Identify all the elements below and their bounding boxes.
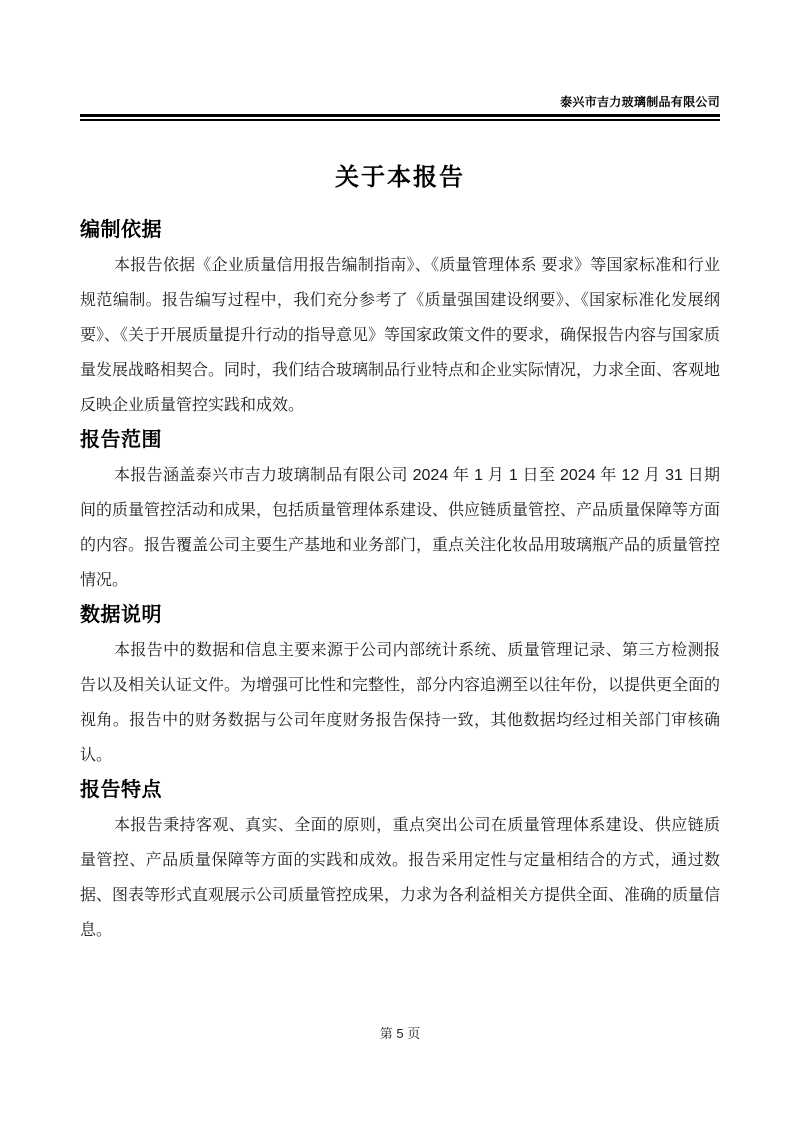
page-title: 关于本报告 — [335, 164, 465, 191]
section-text-compilation-basis: 本报告依据《企业质量信用报告编制指南》、《质量管理体系 要求》等国家标准和行业规范编制。报告编写过程中，我们充分参考了《质量强国建设纲要》、《国家标准化发展纲要》、《关于开展质量提升行动的指导意见》等国家政策文件的要求，确保报告内容与国家质量发展战略相契合。同时，我们结合玻璃制品行业特点和企业实际情况，力求全面、客观地反映企业质量管控实践和成效。 — [80, 257, 721, 414]
page-number: 第 5 页 — [379, 1026, 421, 1041]
header-rule — [80, 114, 720, 121]
section-report-scope — [80, 423, 720, 598]
section-heading-report-scope: 报告范围 — [80, 429, 162, 451]
section-text-report-scope: 本报告涵盖泰兴市吉力玻璃制品有限公司 2024 年 1 月 1 日至 2024 年 12 月 31 日期间的质量管控活动和成果，包括质量管理体系建设、供应链质量管控、产品质量保障等方面的内容。报告覆盖公司主要生产基地和业务部门，重点关注化妆品用玻璃瓶产品的质量管控情况。 — [80, 467, 721, 589]
section-heading-compilation-basis: 编制依据 — [80, 219, 162, 241]
section-heading-report-features: 报告特点 — [80, 779, 162, 801]
section-report-features — [80, 773, 720, 948]
section-compilation-basis — [80, 213, 720, 423]
report-body — [80, 213, 720, 948]
section-text-report-features: 本报告秉持客观、真实、全面的原则，重点突出公司在质量管理体系建设、供应链质量管控、产品质量保障等方面的实践和成效。报告采用定性与定量相结合的方式，通过数据、图表等形式直观展示公司质量管控成果，力求为各利益相关方提供全面、准确的质量信息。 — [80, 817, 721, 939]
header-company-name: 泰兴市吉力玻璃制品有限公司 — [560, 95, 720, 109]
section-heading-data-description: 数据说明 — [80, 604, 162, 626]
section-data-description — [80, 598, 720, 773]
section-text-data-description: 本报告中的数据和信息主要来源于公司内部统计系统、质量管理记录、第三方检测报告以及相关认证文件。为增强可比性和完整性，部分内容追溯至以往年份，以提供更全面的视角。报告中的财务数据与公司年度财务报告保持一致，其他数据均经过相关部门审核确认。 — [80, 642, 721, 764]
